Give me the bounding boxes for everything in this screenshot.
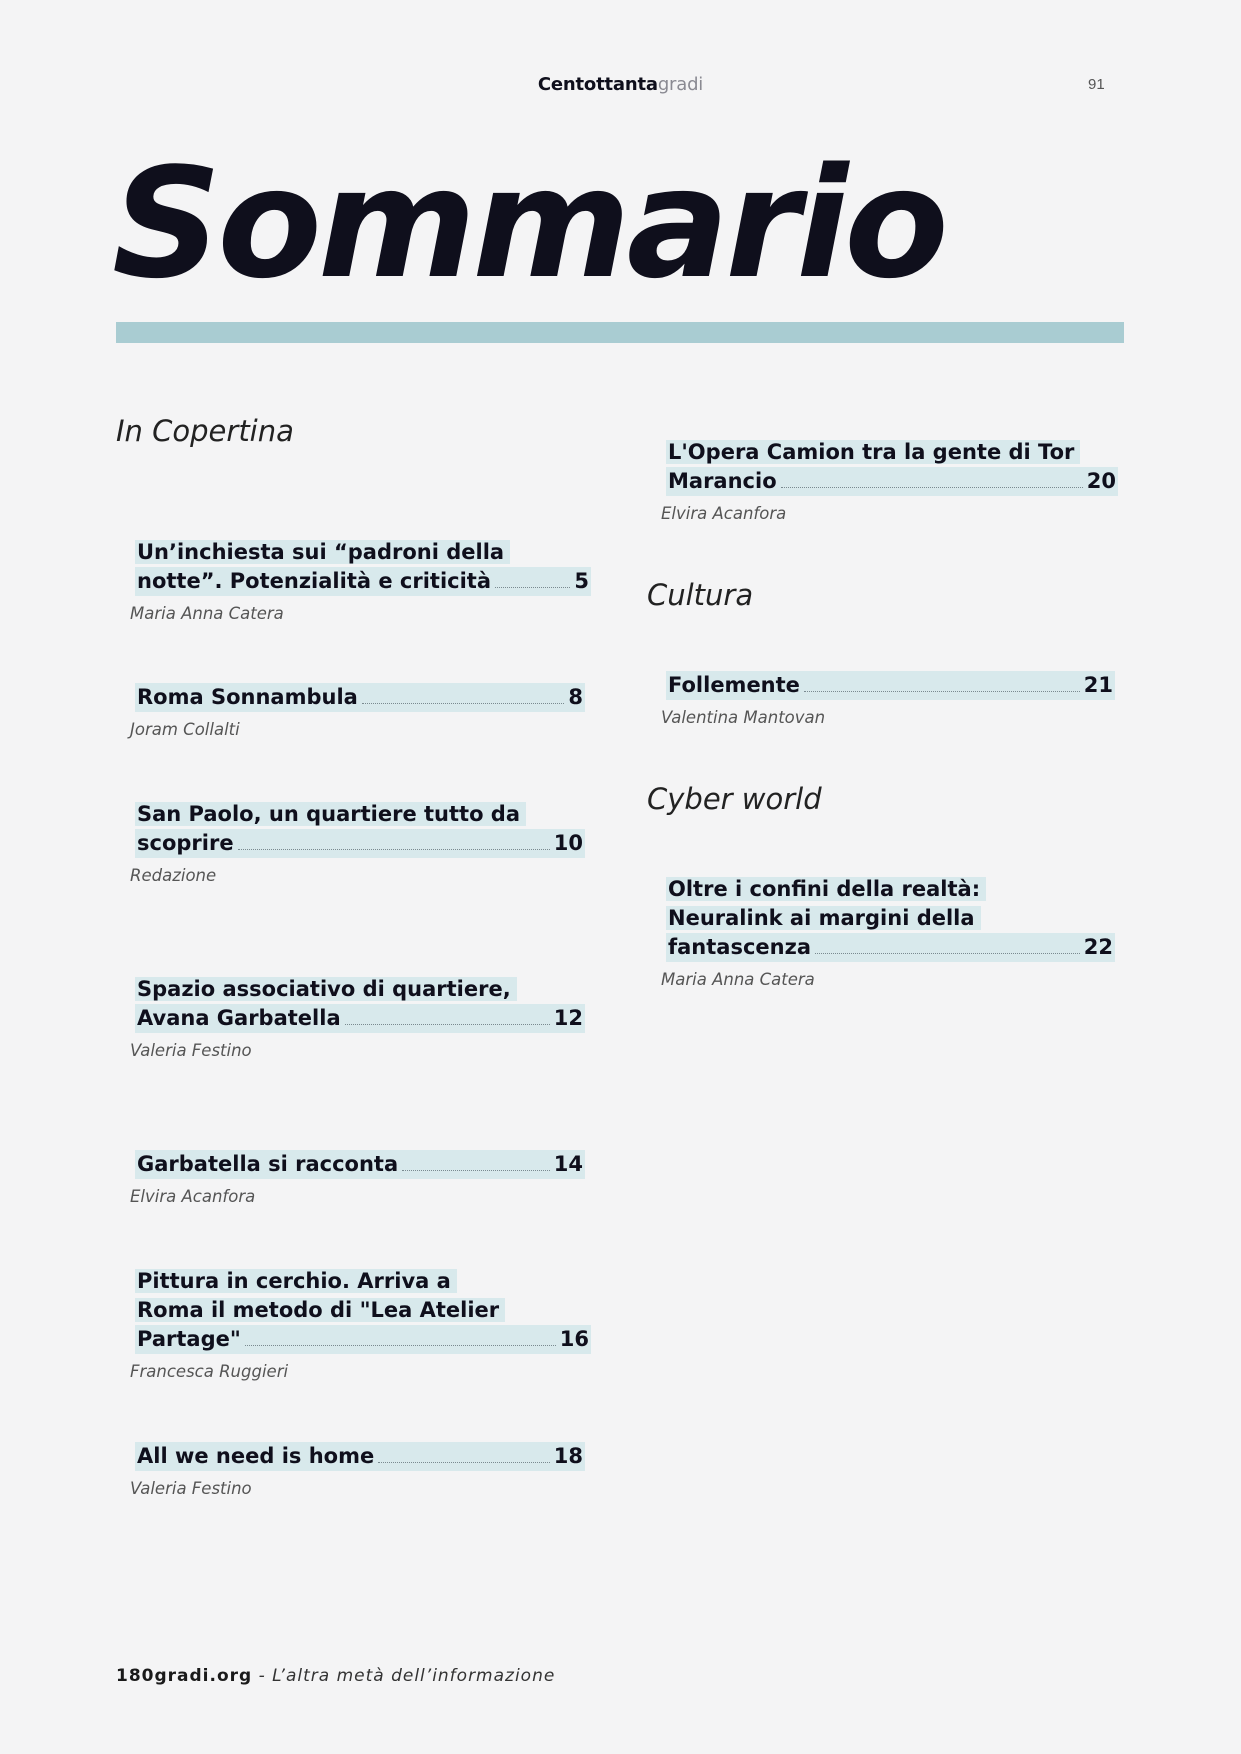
entry-title[interactable]: [135, 975, 585, 1033]
entry-title-line: Marancio: [668, 469, 777, 493]
entry-page-number: 5: [574, 569, 589, 593]
brand-light: gradi: [657, 74, 704, 95]
section-heading-in-copertina: In Copertina: [116, 414, 294, 448]
entry-title-line: scoprire: [137, 831, 234, 855]
footer-site[interactable]: 180gradi.org: [116, 1666, 253, 1686]
entry-author: Maria Anna Catera: [130, 604, 284, 623]
footer-tagline: - L’altra metà dell’informazione: [252, 1666, 556, 1686]
entry-title[interactable]: [135, 538, 591, 596]
dot-leader: [815, 952, 1080, 954]
dot-leader: [362, 702, 565, 704]
entry-title-line: All we need is home: [137, 1444, 375, 1468]
entry-author: Valeria Festino: [130, 1479, 252, 1498]
entry-title-line: Follemente: [668, 673, 800, 697]
footer: [116, 1666, 555, 1686]
toc-entry[interactable]: [661, 875, 1115, 989]
entry-title-last-line: [666, 671, 1115, 700]
dot-leader: [245, 1344, 556, 1346]
brand-bold: Centottanta: [537, 74, 658, 95]
entry-page-number: 8: [568, 685, 583, 709]
entry-author: Valentina Mantovan: [661, 708, 826, 727]
entry-title-last-line: [135, 1004, 585, 1033]
entry-title[interactable]: [135, 1267, 591, 1354]
entry-author: Elvira Acanfora: [661, 504, 787, 523]
toc-entry[interactable]: [130, 538, 591, 623]
entry-title-line: Neuralink ai margini della: [666, 906, 981, 930]
page-number: 91: [1088, 76, 1105, 93]
entry-title-last-line: [135, 683, 585, 712]
entry-author: Francesca Ruggieri: [130, 1362, 289, 1381]
dot-leader: [402, 1169, 550, 1171]
entry-author: Valeria Festino: [130, 1041, 252, 1060]
entry-title-last-line: [135, 829, 585, 858]
entry-title[interactable]: [666, 671, 1115, 700]
toc-entry[interactable]: [661, 671, 1115, 727]
toc-entry[interactable]: [661, 438, 1118, 523]
page-title: Sommario: [112, 135, 945, 312]
entry-title[interactable]: [666, 875, 1115, 962]
dot-leader: [804, 690, 1080, 692]
entry-page-number: 18: [553, 1444, 583, 1468]
dot-leader: [495, 586, 570, 588]
entry-title-line: Oltre i confini della realtà:: [666, 877, 986, 901]
entry-page-number: 16: [559, 1327, 589, 1351]
entry-title[interactable]: [135, 683, 585, 712]
magazine-brand: [0, 74, 1241, 95]
entry-author: Joram Collalti: [130, 720, 240, 739]
entry-title-last-line: [666, 467, 1118, 496]
entry-title-line: Spazio associativo di quartiere,: [135, 977, 517, 1001]
entry-title[interactable]: [135, 1442, 585, 1471]
toc-entry[interactable]: [130, 975, 585, 1060]
title-underline-bar: [116, 322, 1124, 343]
entry-title[interactable]: [135, 800, 585, 858]
entry-title-last-line: [135, 1150, 585, 1179]
toc-entry[interactable]: [130, 1150, 585, 1206]
entry-title[interactable]: [666, 438, 1118, 496]
dot-leader: [345, 1023, 550, 1025]
section-heading-cultura: Cultura: [647, 578, 754, 612]
entry-title-line: Un’inchiesta sui “padroni della: [135, 540, 510, 564]
entry-page-number: 21: [1083, 673, 1113, 697]
entry-title-last-line: [135, 567, 591, 596]
entry-title[interactable]: [135, 1150, 585, 1179]
dot-leader: [238, 848, 550, 850]
entry-title-line: Roma Sonnambula: [137, 685, 358, 709]
entry-author: Elvira Acanfora: [130, 1187, 256, 1206]
entry-title-last-line: [135, 1442, 585, 1471]
entry-title-line: San Paolo, un quartiere tutto da: [135, 802, 526, 826]
dot-leader: [378, 1461, 550, 1463]
entry-page-number: 14: [553, 1152, 583, 1176]
entry-page-number: 10: [553, 831, 583, 855]
entry-title-line: Roma il metodo di "Lea Atelier: [135, 1298, 505, 1322]
toc-entry[interactable]: [130, 683, 585, 739]
toc-entry[interactable]: [130, 1442, 585, 1498]
toc-entry[interactable]: [130, 1267, 591, 1381]
entry-title-line: fantascenza: [668, 935, 812, 959]
entry-author: Redazione: [130, 866, 217, 885]
entry-title-last-line: [666, 933, 1115, 962]
toc-entry[interactable]: [130, 800, 585, 885]
entry-title-line: L'Opera Camion tra la gente di Tor: [666, 440, 1080, 464]
entry-page-number: 22: [1083, 935, 1113, 959]
section-heading-cyber-world: Cyber world: [647, 782, 822, 816]
entry-page-number: 20: [1086, 469, 1116, 493]
entry-author: Maria Anna Catera: [661, 970, 815, 989]
dot-leader: [781, 486, 1083, 488]
entry-title-line: notte”. Potenzialità e criticità: [137, 569, 491, 593]
entry-title-line: Partage": [137, 1327, 241, 1351]
entry-title-line: Avana Garbatella: [137, 1006, 341, 1030]
entry-title-line: Garbatella si racconta: [137, 1152, 399, 1176]
entry-title-line: Pittura in cerchio. Arriva a: [135, 1269, 457, 1293]
entry-page-number: 12: [553, 1006, 583, 1030]
entry-title-last-line: [135, 1325, 591, 1354]
